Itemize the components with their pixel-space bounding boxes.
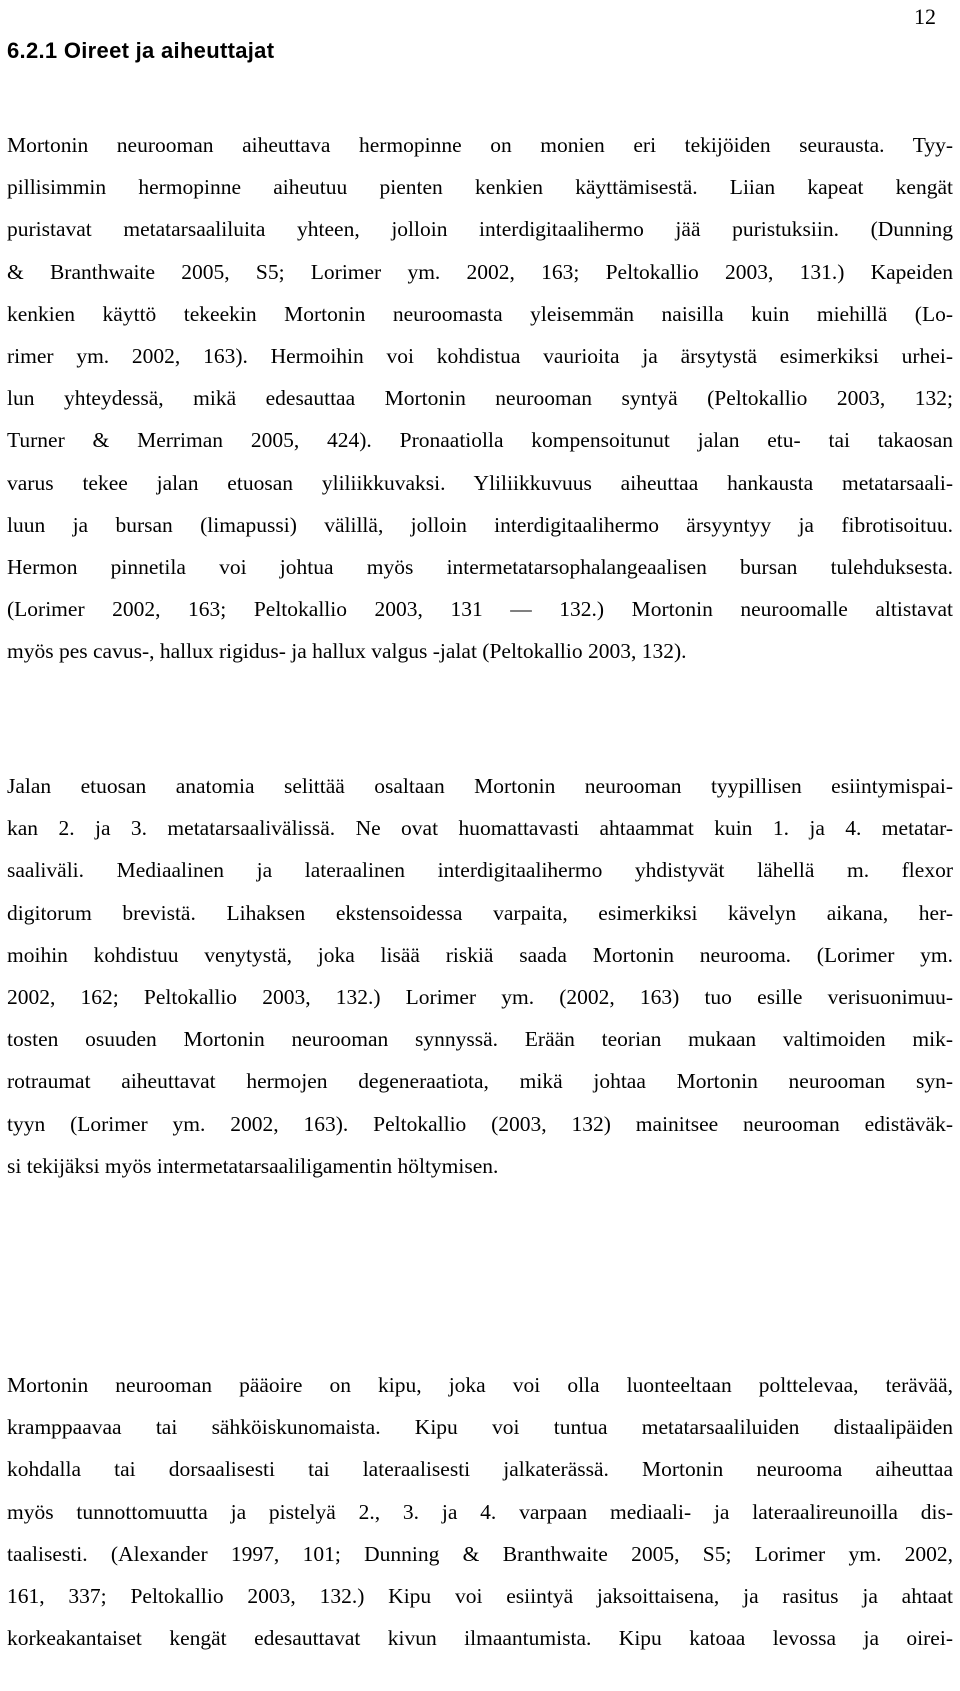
text-line: pillisimmin hermopinne aiheutuu pienten kenkien käyttämisestä. Liian kapeat kengät xyxy=(7,175,953,200)
section-heading: 6.2.1 Oireet ja aiheuttajat xyxy=(7,38,275,63)
text-line: kohdalla tai dorsaalisesti tai lateraalisesti jalkaterässä. Mortonin neurooma aiheuttaa xyxy=(7,1457,953,1482)
text-line: Turner & Merriman 2005, 424). Pronaatiolla kompensoitunut jalan etu- tai takaosan xyxy=(7,428,953,453)
text-line: Jalan etuosan anatomia selittää osaltaan Mortonin neurooman tyypillisen esiintymispai- xyxy=(7,774,953,798)
text-line: si tekijäksi myös intermetatarsaaliligamentin höltymisen. xyxy=(7,1153,499,1178)
text-line: Hermon pinnetila voi johtua myös intermetatarsophalangeaalisen bursan tulehduksesta. xyxy=(7,554,953,579)
text-line: korkeakantaiset kengät edesauttavat kivun ilmaantumista. Kipu katoaa levossa ja oirei- xyxy=(7,1626,953,1651)
page-number: 12 xyxy=(914,4,936,29)
text-line: kenkien käyttö tekeekin Mortonin neuroomasta yleisemmän naisilla kuin miehillä (Lo- xyxy=(7,301,953,326)
paragraph-symptoms xyxy=(7,1364,953,1659)
text-line: 161, 337; Peltokallio 2003, 132.) Kipu voi esiintyä jaksoittaisena, ja rasitus ja ahtaat xyxy=(7,1583,953,1608)
text-line: rimer ym. 2002, 163). Hermoihin voi kohdistua vaurioita ja ärsytystä esimerkiksi urhei- xyxy=(7,343,953,368)
text-line: luun ja bursan (limapussi) välillä, jolloin interdigitaalihermo ärsyyntyy ja fibrotisoituu. xyxy=(7,512,953,537)
text-line: 2002, 162; Peltokallio 2003, 132.) Lorimer ym. (2002, 163) tuo esille verisuonimuu- xyxy=(7,984,953,1009)
text-line: (Lorimer 2002, 163; Peltokallio 2003, 131 — 132.) Mortonin neuroomalle altistavat xyxy=(7,597,953,622)
text-line: Mortonin neurooman aiheuttava hermopinne on monien eri tekijöiden seurausta. Tyy- xyxy=(7,133,953,157)
text-line: moihin kohdistuu venytystä, joka lisää riskiä saada Mortonin neurooma. (Lorimer ym. xyxy=(7,942,953,967)
text-line: tyyn (Lorimer ym. 2002, 163). Peltokallio (2003, 132) mainitsee neurooman edistäväk- xyxy=(7,1111,953,1136)
text-line: taalisesti. (Alexander 1997, 101; Dunning & Branthwaite 2005, S5; Lorimer ym. 2002, xyxy=(7,1541,953,1566)
text-line: tosten osuuden Mortonin neurooman synnyssä. Erään teorian mukaan valtimoiden mik- xyxy=(7,1027,953,1052)
text-line: puristavat metatarsaaliluita yhteen, jolloin interdigitaalihermo jää puristuksiin. (Dunning xyxy=(7,217,953,242)
text-line: varus tekee jalan etuosan yliliikkuvaksi. Yliliikkuvuus aiheuttaa hankausta metatarsaali- xyxy=(7,470,953,495)
text-line: rotraumat aiheuttavat hermojen degeneraatiota, mikä johtaa Mortonin neurooman syn- xyxy=(7,1069,953,1094)
text-line: digitorum brevistä. Lihaksen ekstensoidessa varpaita, esimerkiksi kävelyn aikana, her- xyxy=(7,900,953,925)
paragraph-causes xyxy=(7,124,953,672)
text-line: & Branthwaite 2005, S5; Lorimer ym. 2002, 163; Peltokallio 2003, 131.) Kapeiden xyxy=(7,259,953,284)
text-line: kan 2. ja 3. metatarsaalivälissä. Ne ovat huomattavasti ahtaammat kuin 1. ja 4. metatar- xyxy=(7,816,953,841)
text-line: saaliväli. Mediaalinen ja lateraalinen interdigitaalihermo yhdistyvät lähellä m. flexor xyxy=(7,858,953,883)
paragraph-anatomy xyxy=(7,765,953,1187)
text-line: kramppaavaa tai sähköiskunomaista. Kipu voi tuntua metatarsaaliluiden distaalipäiden xyxy=(7,1415,953,1440)
text-line: myös tunnottomuutta ja pistelyä 2., 3. ja 4. varpaan mediaali- ja lateraalireunoilla dis- xyxy=(7,1499,953,1524)
text-line: Mortonin neurooman pääoire on kipu, joka voi olla luonteeltaan polttelevaa, terävää, xyxy=(7,1373,953,1397)
text-line: lun yhteydessä, mikä edesauttaa Mortonin neurooman syntyä (Peltokallio 2003, 132; xyxy=(7,386,953,411)
text-line: myös pes cavus-, hallux rigidus- ja hallux valgus -jalat (Peltokallio 2003, 132). xyxy=(7,639,687,664)
